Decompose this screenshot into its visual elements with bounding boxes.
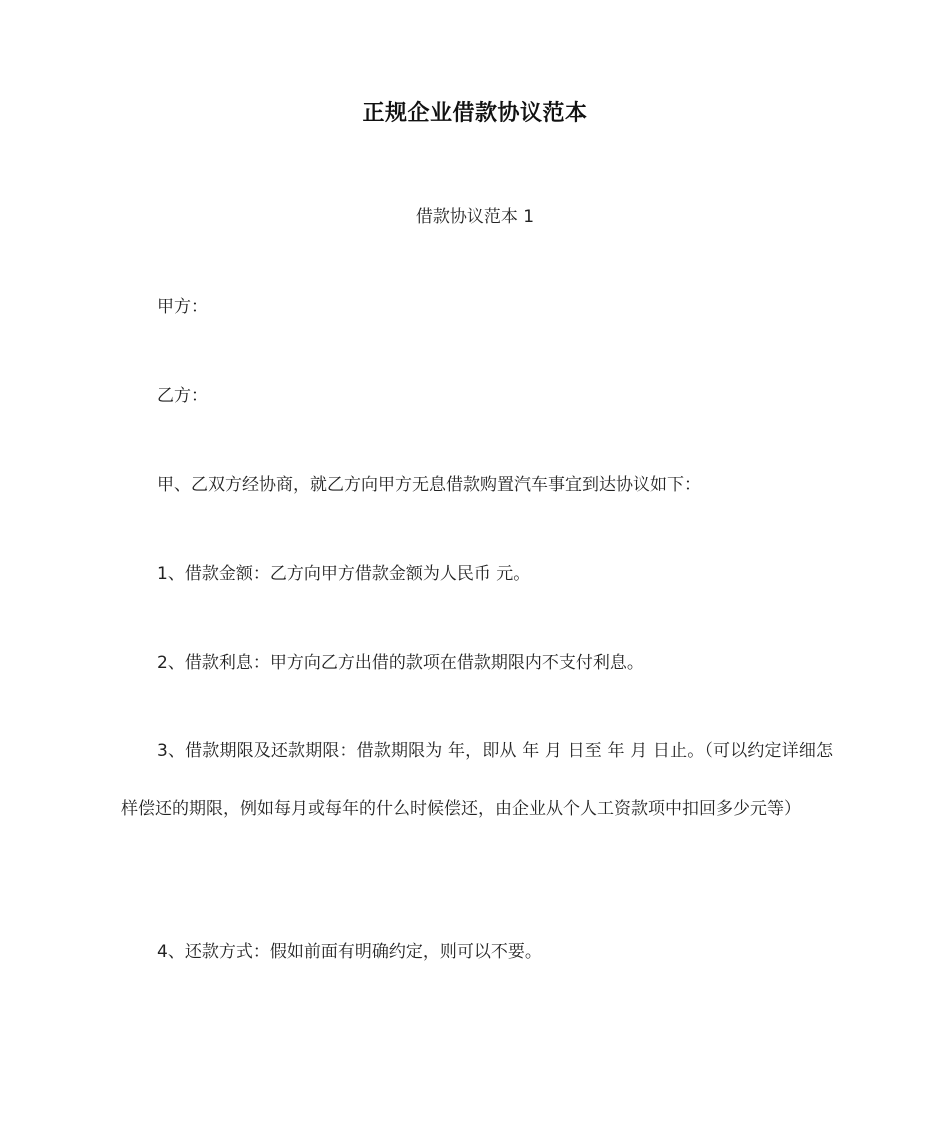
intro-paragraph: 甲、乙双方经协商，就乙方向甲方无息借款购置汽车事宜到达协议如下： <box>157 475 701 495</box>
clause-1: 1、借款金额：乙方向甲方借款金额为人民币 元。 <box>157 564 531 584</box>
clause-2: 2、借款利息：甲方向乙方出借的款项在借款期限内不支付利息。 <box>157 653 644 673</box>
document-subtitle: 借款协议范本 1 <box>415 207 535 227</box>
clause-3: 3、借款期限及还款期限：借款期限为 年，即从 年 月 日至 年 月 日止。（可以约定详细怎样偿还的期限，例如每月或每年的什么时候偿还，由企业从个人工资款项中扣回多少元等） <box>121 741 833 819</box>
clause-4: 4、还款方式：假如前面有明确约定，则可以不要。 <box>157 942 542 962</box>
party-b-line: 乙方： <box>157 386 208 406</box>
document-title: 正规企业借款协议范本 <box>362 101 588 126</box>
party-a-line: 甲方： <box>157 297 208 317</box>
